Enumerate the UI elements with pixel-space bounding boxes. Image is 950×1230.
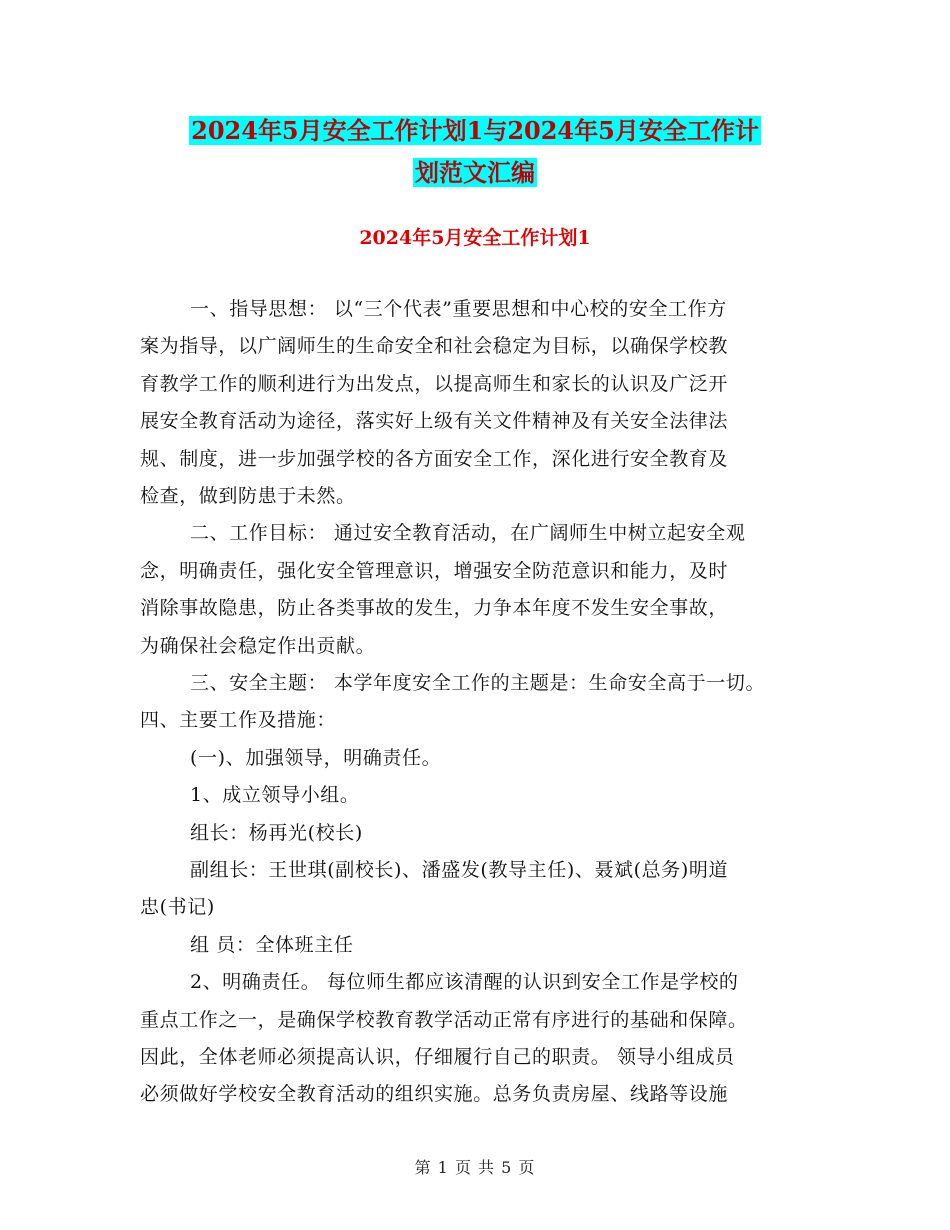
body-line: 育教学工作的顺利进行为出发点，以提高师生和家长的认识及广泛开 <box>140 373 729 395</box>
body-line: 因此，全体老师必须提高认识，仔细履行自己的职责。 领导小组成员 <box>140 1046 735 1068</box>
body-line: 必须做好学校安全教育活动的组织实施。总务负责房屋、线路等设施 <box>140 1083 729 1105</box>
body-line: 重点工作之一，是确保学校教育教学活动正常有序进行的基础和保障。 <box>140 1009 748 1031</box>
body-line: 念，明确责任，强化安全管理意识，增强安全防范意识和能力，及时 <box>140 560 729 582</box>
body-line: 二、工作目标： 通过安全教育活动，在广阔师生中树立起安全观 <box>190 522 746 544</box>
body-line: 1、成立领导小组。 <box>190 784 360 806</box>
body-line: 副组长：王世琪(副校长)、潘盛发(教导主任)、聂斌(总务)明道 <box>190 859 729 881</box>
page-footer: 第 1 页 共 5 页 <box>414 1158 536 1177</box>
body-line: 2、明确责任。 每位师生都应该清醒的认识到安全工作是学校的 <box>190 971 739 993</box>
body-line: 为确保社会稳定作出贡献。 <box>140 635 376 657</box>
body-line: 展安全教育活动为途径，落实好上级有关文件精神及有关安全法律法 <box>140 410 729 432</box>
document-title-line-1 <box>0 114 950 148</box>
body-line: 四、主要工作及措施： <box>140 709 337 731</box>
body-line: 消除事故隐患，防止各类事故的发生，力争本年度不发生安全事故， <box>140 597 729 619</box>
document-title-line-2 <box>0 156 950 190</box>
body-line: 检查，做到防患于未然。 <box>140 485 356 507</box>
title-highlight-1: 2024年5月安全工作计划1与2024年5月安全工作计 <box>191 116 759 145</box>
body-line: 组 员：全体班主任 <box>190 934 354 956</box>
title-highlight-2: 划范文汇编 <box>415 158 535 187</box>
body-line: 一、指导思想： 以“三个代表”重要思想和中心校的安全工作方 <box>190 298 727 320</box>
body-line: 忠(书记) <box>140 896 215 918</box>
body-line: (一)、加强领导，明确责任。 <box>190 747 442 769</box>
body-line: 组长：杨再光(校长) <box>190 822 363 844</box>
body-line: 三、安全主题： 本学年度安全工作的主题是：生命安全高于一切。 <box>190 672 766 694</box>
body-line: 案为指导，以广阔师生的生命安全和社会稳定为目标，以确保学校教 <box>140 335 729 357</box>
section-heading: 2024年5月安全工作计划1 <box>359 227 591 249</box>
body-line: 规、制度，进一步加强学校的各方面安全工作，深化进行安全教育及 <box>140 448 729 470</box>
